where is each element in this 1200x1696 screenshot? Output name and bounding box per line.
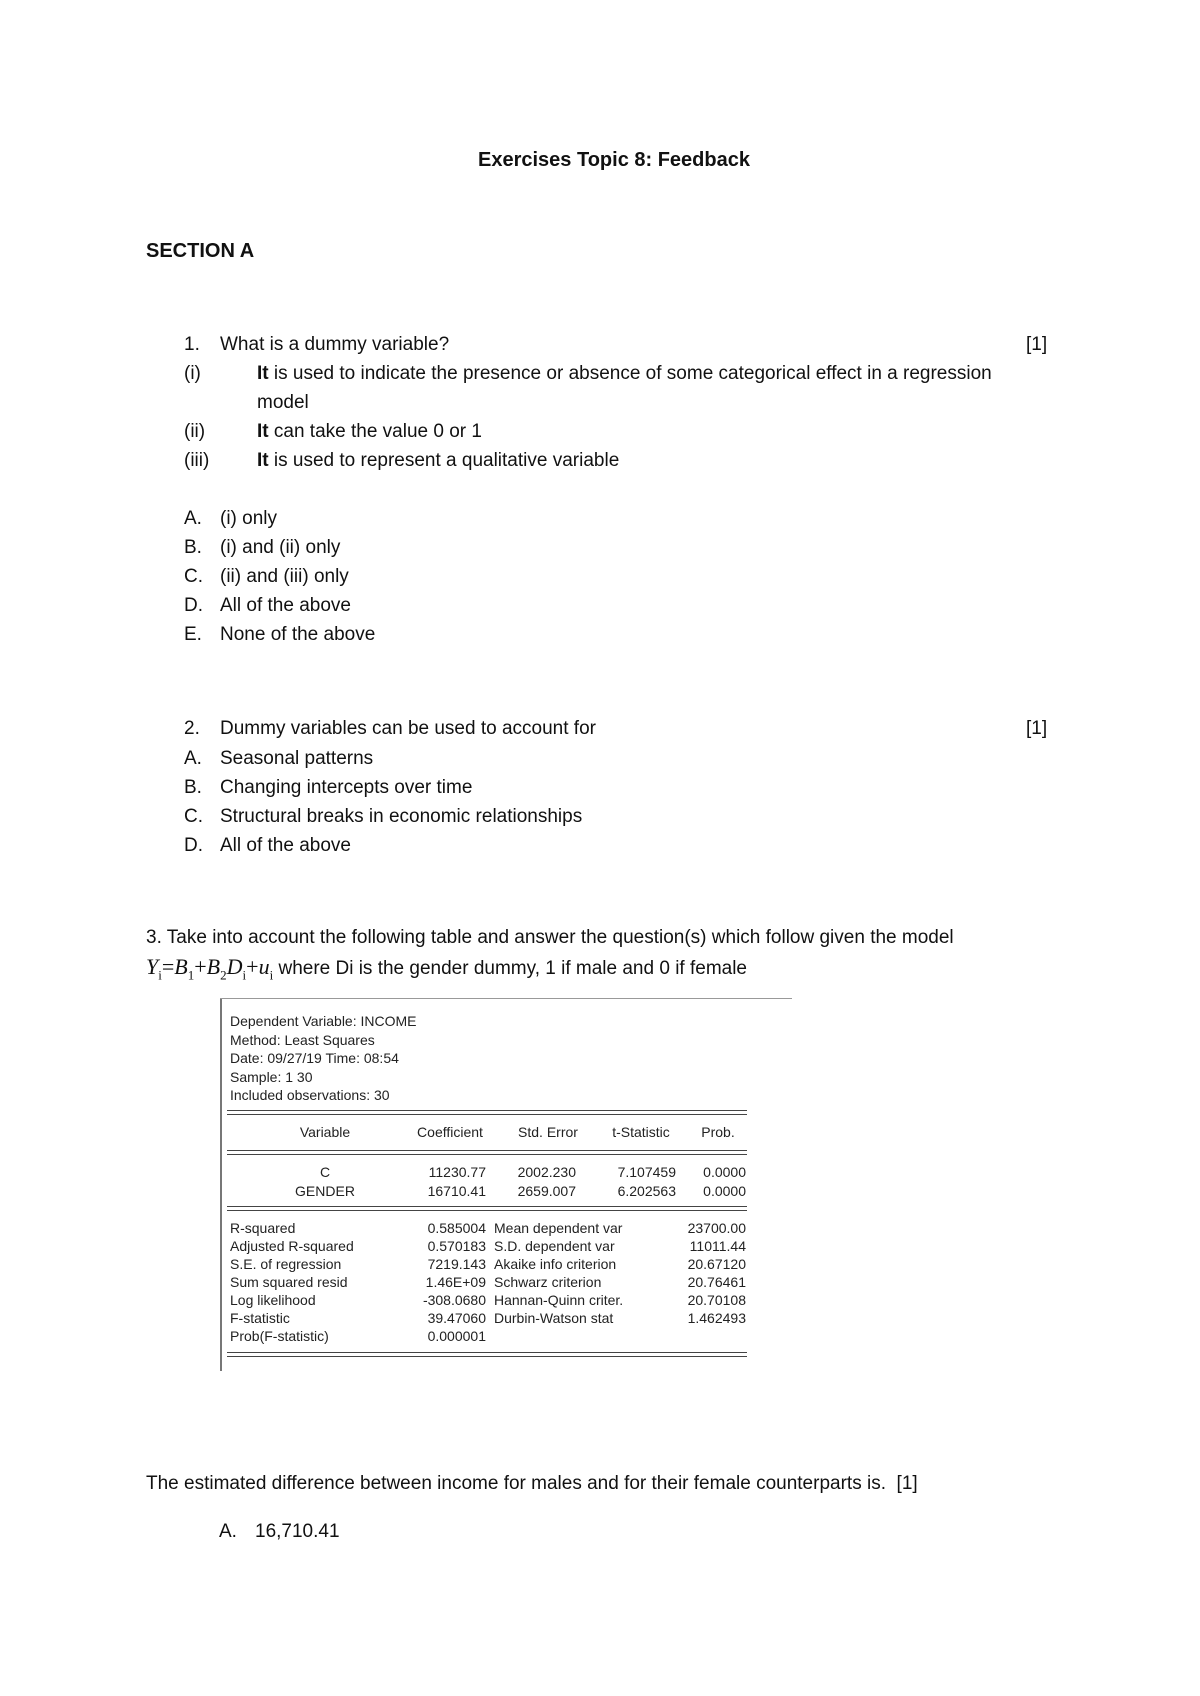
probability: 0.0000 xyxy=(703,1183,746,1199)
option-text: (ii) and (iii) only xyxy=(220,566,349,587)
option-text: All of the above xyxy=(220,595,351,616)
option xyxy=(184,806,582,828)
option-text: 16,710.41 xyxy=(255,1521,340,1542)
question-3-marks: [1] xyxy=(896,1473,918,1494)
regression-output-table xyxy=(220,998,792,1371)
stat-value: 1.462493 xyxy=(687,1310,746,1326)
stat-label: Prob(F-statistic) xyxy=(230,1328,329,1344)
stat-label: Hannan-Quinn criter. xyxy=(494,1292,624,1308)
question-2-stem xyxy=(184,718,596,740)
stat-value: 0.000001 xyxy=(427,1328,486,1344)
question-text: The estimated difference between income for males and for their female counterparts is. xyxy=(146,1473,886,1494)
stat-value: 20.76461 xyxy=(687,1274,746,1290)
stat-label: Durbin-Watson stat xyxy=(494,1310,614,1326)
regression-equation: $Y_i=B_1+B_2D_i+u_i$ xyxy=(146,954,274,983)
option xyxy=(184,508,277,530)
question-number: 1. xyxy=(184,334,200,355)
statement-text: can take the value 0 or 1 xyxy=(268,421,482,442)
stat-value: 1.46E+09 xyxy=(425,1274,486,1290)
stat-value: 0.570183 xyxy=(427,1238,486,1254)
option-letter: E. xyxy=(184,624,202,645)
coefficient: 16710.41 xyxy=(427,1183,486,1199)
statement-label: (ii) xyxy=(184,421,206,442)
option-letter: B. xyxy=(184,537,202,558)
stat-label: F-statistic xyxy=(230,1310,290,1326)
statement-bold: It xyxy=(257,450,269,471)
t-statistic: 6.202563 xyxy=(617,1183,676,1199)
question-1-marks: [1] xyxy=(1026,334,1048,355)
stat-label: Sum squared resid xyxy=(230,1274,348,1290)
std-error: 2002.230 xyxy=(517,1164,576,1180)
question-text: Dummy variables can be used to account for xyxy=(220,718,596,739)
option-letter: D. xyxy=(184,835,203,856)
option-letter: D. xyxy=(184,595,203,616)
header-line: Date: 09/27/19 Time: 08:54 xyxy=(230,1050,399,1066)
statement-continuation: model xyxy=(257,392,309,413)
statement-bold: It xyxy=(257,421,269,442)
question-1-stem xyxy=(184,334,449,356)
std-error: 2659.007 xyxy=(517,1183,576,1199)
header-line: Included observations: 30 xyxy=(230,1087,390,1103)
option-text: All of the above xyxy=(220,835,351,856)
rule-double xyxy=(227,1110,747,1115)
question-text: What is a dummy variable? xyxy=(220,334,450,355)
rule-double xyxy=(227,1206,747,1211)
table-frame-top xyxy=(220,998,792,999)
option xyxy=(184,777,472,799)
question-3-model-line xyxy=(146,954,747,983)
question-3-prompt xyxy=(146,1473,918,1495)
column-header: Std. Error xyxy=(518,1124,578,1140)
stat-value: 7219.143 xyxy=(427,1256,486,1272)
probability: 0.0000 xyxy=(703,1164,746,1180)
stat-label: Log likelihood xyxy=(230,1292,316,1308)
question-3-intro: 3. Take into account the following table and answer the question(s) which follow given the model xyxy=(146,927,954,948)
option-text: None of the above xyxy=(220,624,376,645)
estimation-header xyxy=(230,1012,417,1105)
option xyxy=(184,835,351,857)
option-letter: C. xyxy=(184,566,203,587)
stat-label: Schwarz criterion xyxy=(494,1274,602,1290)
option-text: Changing intercepts over time xyxy=(220,777,473,798)
stat-value: 11011.44 xyxy=(689,1238,746,1254)
stat-label: S.D. dependent var xyxy=(494,1238,615,1254)
option-letter: A. xyxy=(184,748,202,769)
stat-label: R-squared xyxy=(230,1220,296,1236)
header-line: Dependent Variable: INCOME xyxy=(230,1013,417,1029)
stat-value: 23700.00 xyxy=(687,1220,746,1236)
section-heading: SECTION A xyxy=(146,240,255,262)
option xyxy=(184,537,340,559)
statement-bold: It xyxy=(257,363,269,384)
variable-name: C xyxy=(319,1164,331,1180)
option-text: (i) and (ii) only xyxy=(220,537,341,558)
stat-label: Mean dependent var xyxy=(494,1220,623,1236)
option xyxy=(184,595,351,617)
question-2-marks: [1] xyxy=(1026,718,1048,739)
header-line: Sample: 1 30 xyxy=(230,1068,313,1085)
option-text: Seasonal patterns xyxy=(220,748,374,769)
column-header: Coefficient xyxy=(417,1124,483,1140)
page-title: Exercises Topic 8: Feedback xyxy=(478,149,750,171)
option-text: (i) only xyxy=(220,508,278,529)
stat-value: 0.585004 xyxy=(427,1220,486,1236)
statement xyxy=(184,421,482,443)
model-description: where Di is the gender dummy, 1 if male and 0 if female xyxy=(273,958,747,979)
option-text: Structural breaks in economic relationships xyxy=(220,806,583,827)
coefficient: 11230.77 xyxy=(428,1164,486,1180)
column-header: t-Statistic xyxy=(612,1124,670,1140)
column-header: Variable xyxy=(299,1124,351,1140)
option-letter: B. xyxy=(184,777,202,798)
statement-label: (iii) xyxy=(184,450,210,471)
statement xyxy=(184,450,619,472)
rule-double xyxy=(227,1352,747,1357)
statement xyxy=(184,363,992,385)
statement-text: is used to indicate the presence or absence of some categorical effect in a regression xyxy=(268,363,992,384)
stat-value: -308.0680 xyxy=(422,1292,486,1308)
table-frame-left xyxy=(220,998,222,1371)
statement-label: (i) xyxy=(184,363,201,384)
rule-double xyxy=(227,1150,747,1155)
statement-text: is used to represent a qualitative variable xyxy=(268,450,620,471)
stat-value: 20.67120 xyxy=(687,1256,746,1272)
option-letter: C. xyxy=(184,806,203,827)
option-letter: A. xyxy=(184,508,202,529)
option xyxy=(219,1521,340,1543)
option xyxy=(184,748,373,770)
stat-value: 20.70108 xyxy=(687,1292,746,1308)
stat-value: 39.47060 xyxy=(427,1310,486,1326)
stat-label: S.E. of regression xyxy=(230,1256,342,1272)
stat-label: Adjusted R-squared xyxy=(230,1238,354,1254)
variable-name: GENDER xyxy=(295,1183,355,1199)
option xyxy=(184,624,375,646)
stat-label: Akaike info criterion xyxy=(494,1256,617,1272)
question-number: 2. xyxy=(184,718,200,739)
option-letter: A. xyxy=(219,1521,237,1542)
option xyxy=(184,566,349,588)
header-line: Method: Least Squares xyxy=(230,1031,375,1048)
column-header: Prob. xyxy=(701,1124,735,1140)
t-statistic: 7.107459 xyxy=(617,1164,676,1180)
